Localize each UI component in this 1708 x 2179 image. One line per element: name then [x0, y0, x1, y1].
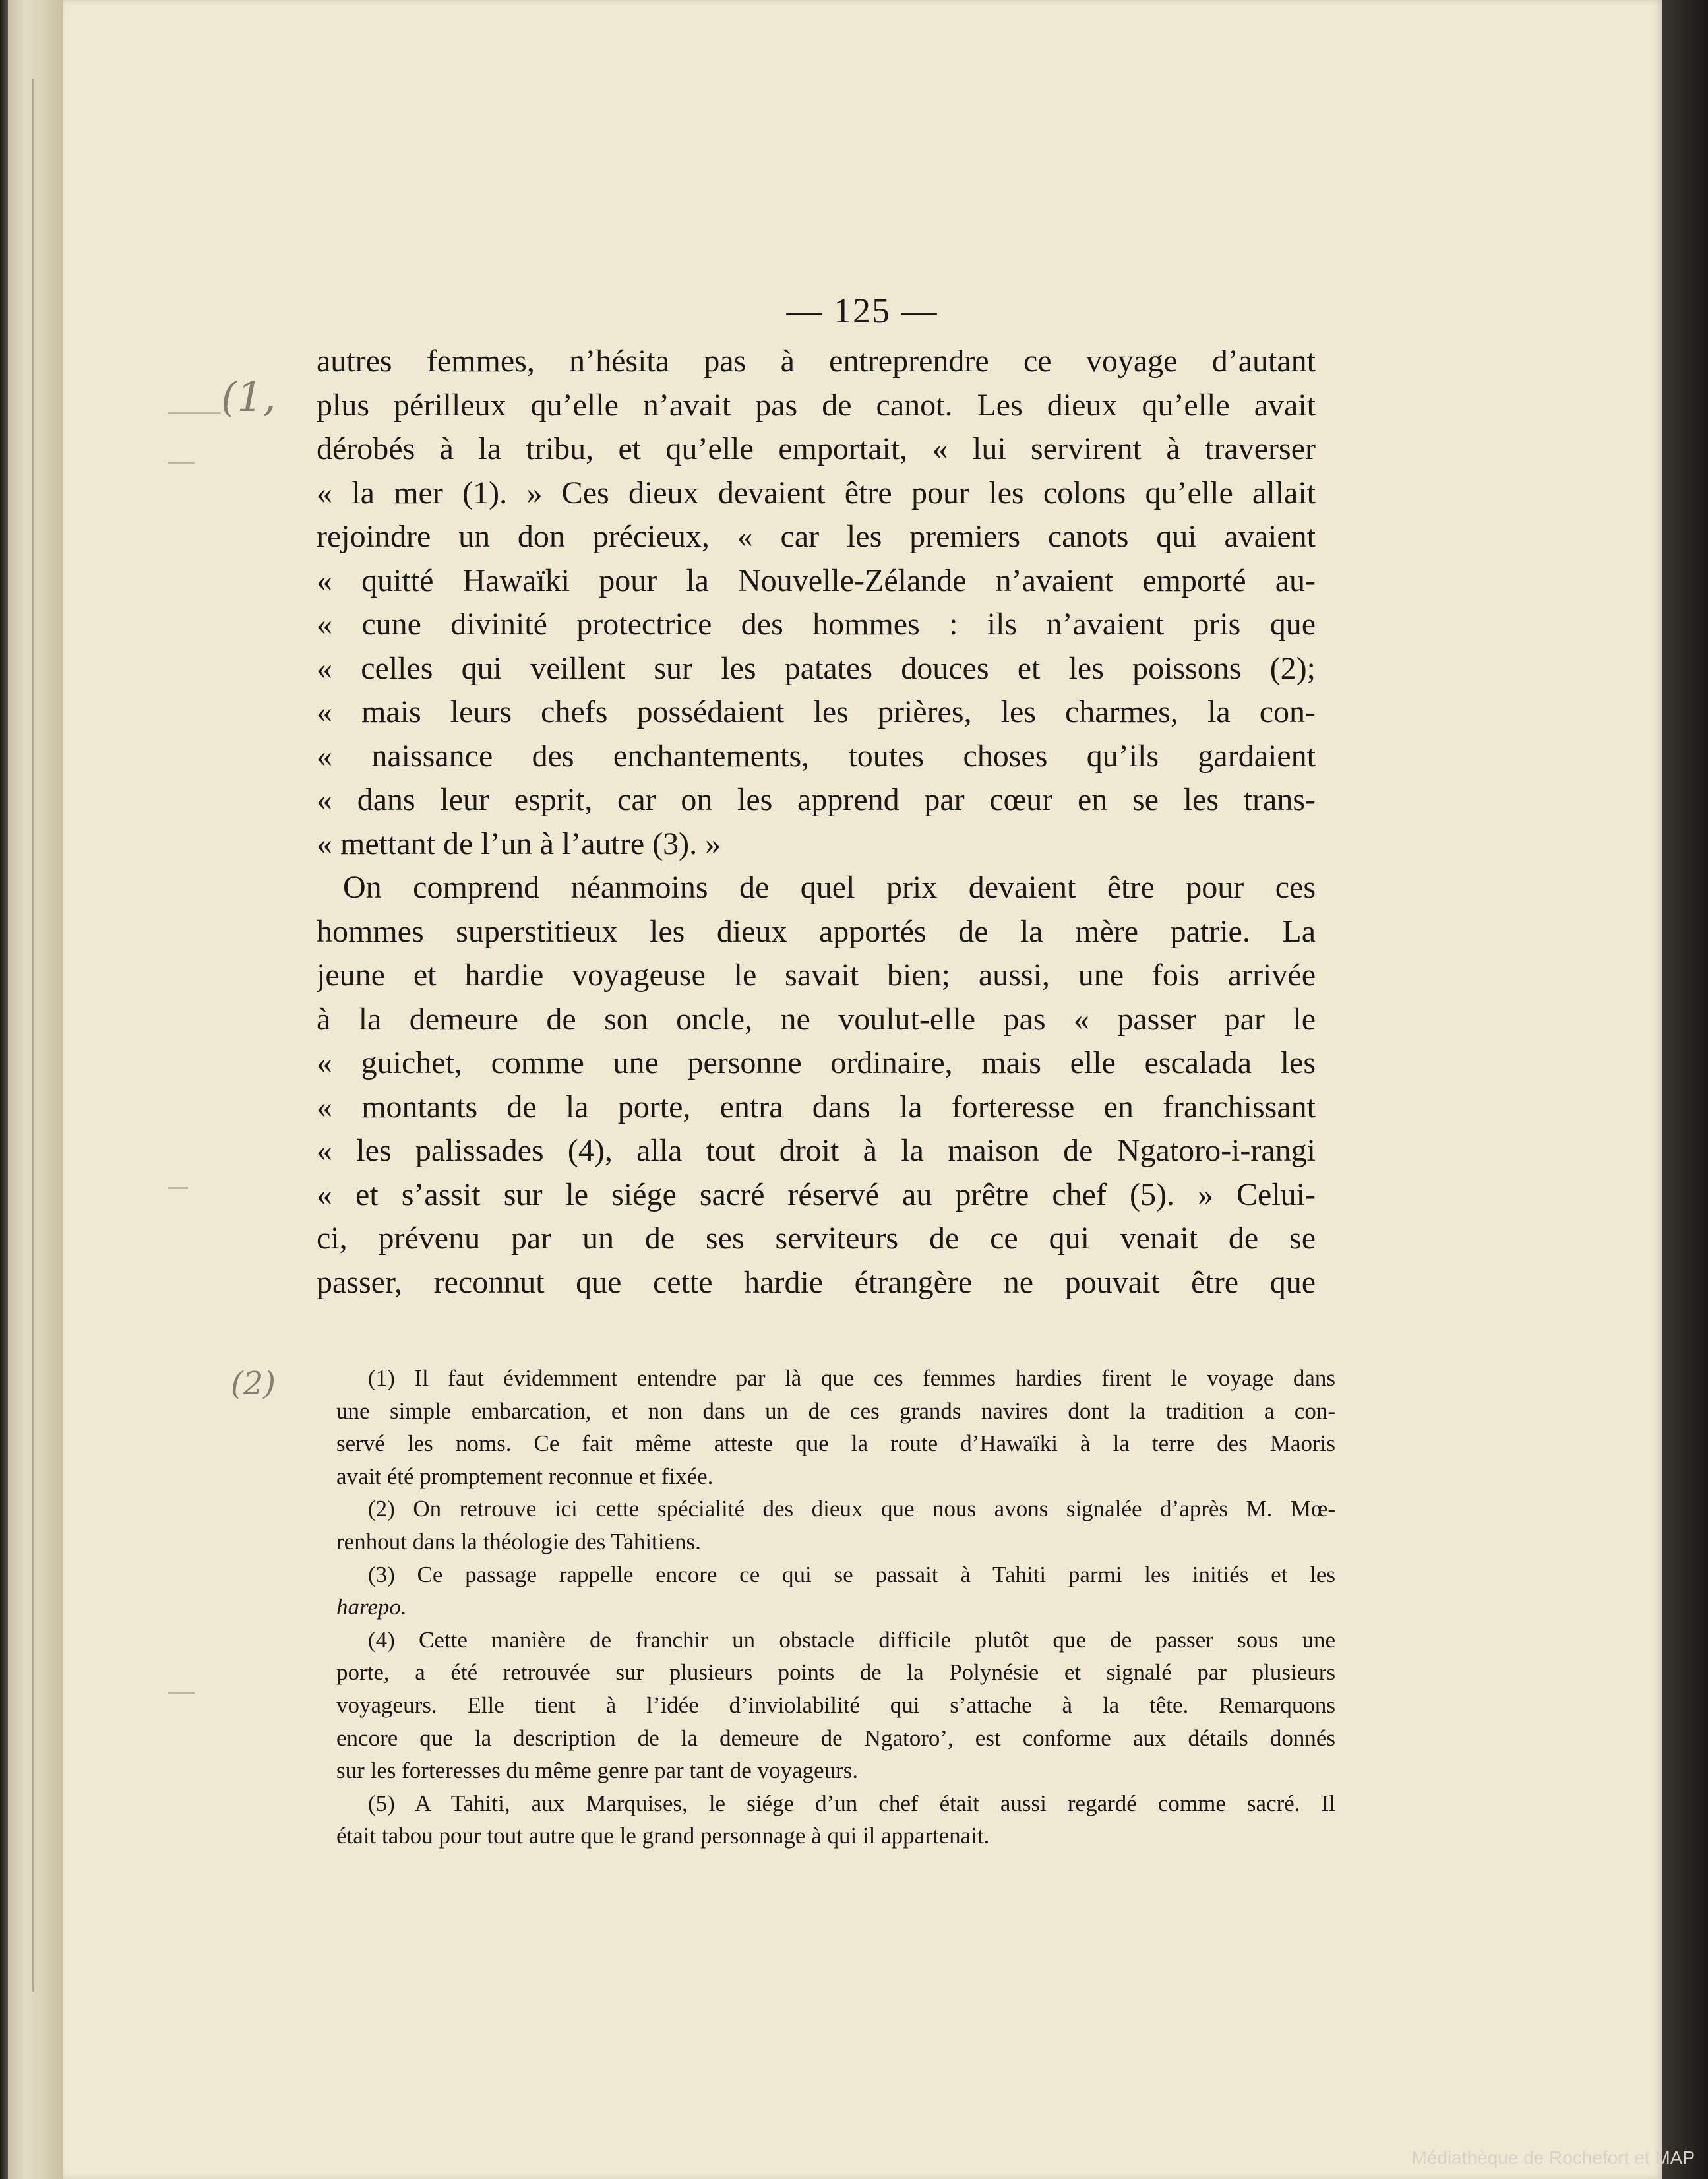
footnote-line: était tabou pour tout autre que le grand personnage à qui il appartenait. [336, 1823, 990, 1849]
margin-tick [168, 1187, 188, 1189]
footnote-line: (4) Cette manière de franchir un obstacle difficile plutôt que de passer sous une [368, 1626, 1335, 1653]
text-line: autres femmes, n’hésita pas à entreprendre ce voyage d’autant [317, 344, 1316, 379]
text-line: rejoindre un don précieux, « car les premiers canots qui avaient [317, 519, 1316, 554]
footnote-line: une simple embarcation, et non dans un de ces grands navires dont la tradition a con- [336, 1397, 1335, 1424]
footnote-line: renhout dans la théologie des Tahitiens. [336, 1528, 701, 1554]
footnote-line: (2) On retrouve ici cette spécialité des dieux que nous avons signalée d’après M. Mœ- [368, 1496, 1335, 1522]
book-binding [0, 0, 63, 2179]
margin-note-2: (2) [231, 1365, 276, 1402]
footnote-line: sur les forteresses du même genre par tant de voyageurs. [336, 1758, 859, 1784]
binding-fold [32, 79, 34, 1992]
margin-note-1: (1, [221, 373, 276, 421]
text-line: hommes superstitieux les dieux apportés de la mère patrie. La [317, 913, 1316, 949]
footnote-line: (1) Il faut évidemment entendre par là que ces femmes hardies firent le voyage dans [368, 1365, 1335, 1391]
text-line: « quitté Hawaïki pour la Nouvelle-Zélande n’avaient emporté au- [317, 563, 1316, 598]
margin-tick [168, 412, 221, 414]
text-line: « et s’assit sur le siége sacré réservé au prêtre chef (5). » Celui- [317, 1177, 1316, 1212]
footnote-line: (5) A Tahiti, aux Marquises, le siége d’un chef était aussi regardé comme sacré. Il [368, 1790, 1335, 1816]
text-line: « naissance des enchantements, toutes choses qu’ils gardaient [317, 738, 1316, 774]
footnote-line: porte, a été retrouvée sur plusieurs points de la Polynésie et signalé par plusieurs [336, 1659, 1335, 1686]
text-line: dérobés à la tribu, et qu’elle emportait, « lui servirent à traverser [317, 431, 1316, 466]
text-line: « celles qui veillent sur les patates douces et les poissons (2); [317, 650, 1316, 686]
text-line: « mettant de l’un à l’autre (3). » [317, 826, 721, 861]
margin-tick [168, 1692, 195, 1694]
book-page [63, 0, 1662, 2179]
text-line: « mais leurs chefs possédaient les prières, les charmes, la con- [317, 694, 1316, 729]
text-line: ci, prévenu par un de ses serviteurs de ce qui venait de se [317, 1221, 1316, 1256]
text-line: On comprend néanmoins de quel prix devaient être pour ces [343, 870, 1316, 905]
text-line: « guichet, comme une personne ordinaire, mais elle escalada les [317, 1045, 1316, 1080]
footnote-line: voyageurs. Elle tient à l’idée d’inviolabilité qui s’attache à la tête. Remarquons [336, 1692, 1335, 1718]
footnote-line: avait été promptement reconnue et fixée. [336, 1463, 714, 1489]
page-number: — 125 — [786, 291, 938, 330]
watermark: Médiathèque de Rochefort et MAP [1411, 2147, 1695, 2168]
text-line: « la mer (1). » Ces dieux devaient être pour les colons qu’elle allait [317, 475, 1316, 510]
text-line: « cune divinité protectrice des hommes : ils n’avaient pris que [317, 607, 1316, 642]
footnote-line: servé les noms. Ce fait même atteste que la route d’Hawaïki à la terre des Maoris [336, 1430, 1335, 1457]
text-line: plus périlleux qu’elle n’avait pas de canot. Les dieux qu’elle avait [317, 387, 1316, 423]
text-line: « les palissades (4), alla tout droit à la maison de Ngatoro-i-rangi [317, 1133, 1316, 1168]
margin-tick [168, 462, 195, 464]
page-shadow-edge [1662, 0, 1708, 2179]
footnote-line: (3) Ce passage rappelle encore ce qui se passait à Tahiti parmi les initiés et les [368, 1561, 1335, 1587]
footnote-line: encore que la description de la demeure de Ngatoro’, est conforme aux détails donnés [336, 1725, 1335, 1751]
footnotes [336, 1362, 1335, 1853]
text-line: passer, reconnut que cette hardie étrangère ne pouvait être que [317, 1264, 1316, 1300]
text-line: jeune et hardie voyageuse le savait bien; aussi, une fois arrivée [317, 958, 1316, 993]
main-text [317, 340, 1316, 1304]
text-line: « montants de la porte, entra dans la forteresse en franchissant [317, 1089, 1316, 1124]
text-line: « dans leur esprit, car on les apprend par cœur en se les trans- [317, 782, 1316, 817]
text-line: à la demeure de son oncle, ne voulut-elle pas « passer par le [317, 1001, 1316, 1037]
footnote-line: harepo. [336, 1594, 407, 1620]
binding-edge [0, 0, 8, 2179]
